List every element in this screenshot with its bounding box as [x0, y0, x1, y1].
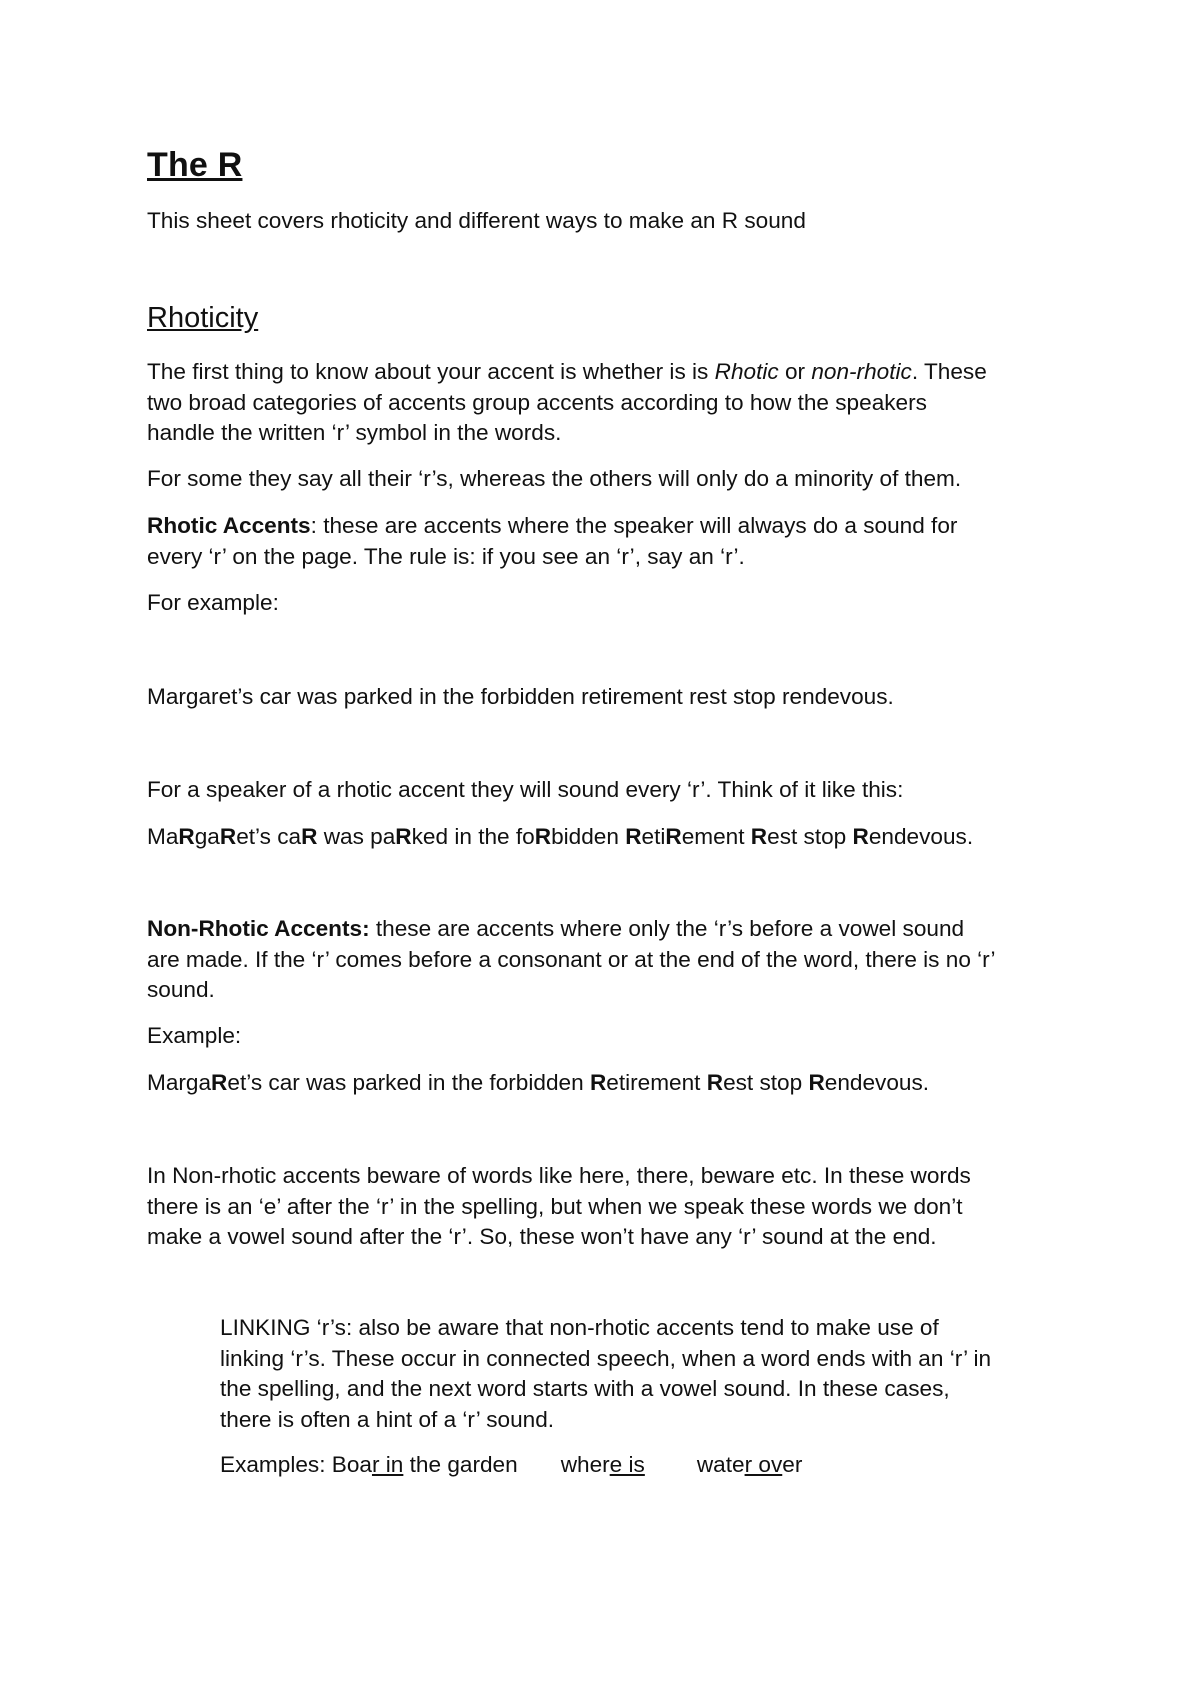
text-run: etirement: [606, 1070, 707, 1095]
text-run: est stop: [767, 824, 853, 849]
bold-r: R: [211, 1070, 228, 1095]
text-run: was pa: [317, 824, 396, 849]
text-run: In Non-rhotic accents beware of words like here, there, beware etc. In these words: [147, 1163, 971, 1188]
text-run: : these are accents where the speaker will always do a sound for: [310, 513, 958, 538]
bold-r: R: [301, 824, 318, 849]
example-water-over: [697, 1450, 803, 1481]
rhotic-marked-sentence: [147, 822, 1077, 853]
text-run: wher: [560, 1452, 610, 1477]
example-sentence: Margaret’s car was parked in the forbidden retirement rest stop rendevous.: [147, 684, 894, 709]
emphasis-non-rhotic: non-rhotic: [811, 359, 912, 384]
rhotic-explanation: For a speaker of a rhotic accent they will sound every ‘r’. Think of it like this:: [147, 777, 904, 802]
bold-r: R: [808, 1070, 825, 1095]
paragraph-non-rhotic-accents: [147, 914, 1077, 1006]
paragraph-beware: [147, 1161, 1077, 1253]
text-run: ked in the fo: [411, 824, 535, 849]
underlined-link: r ov: [744, 1452, 783, 1477]
text-run: Marga: [147, 1070, 212, 1095]
bold-r: R: [706, 1070, 724, 1095]
text-run: et’s ca: [236, 824, 302, 849]
label-rhotic-accents: Rhotic Accents: [147, 513, 311, 538]
paragraph-rhotic-accents: [147, 511, 1077, 572]
bold-r: R: [534, 824, 552, 849]
examples-label: Examples:: [220, 1452, 332, 1477]
text-run: eti: [641, 824, 666, 849]
text-run: there is often a hint of a ‘r’ sound.: [220, 1406, 555, 1432]
text-run: bidden: [551, 824, 626, 849]
text-run: LINKING ‘r’s: also be aware that non-rhotic accents tend to make use of: [220, 1315, 939, 1340]
underlined-link: r in: [371, 1452, 404, 1477]
text-run: the garden: [403, 1452, 518, 1477]
section-title-rhoticity: Rhoticity: [147, 302, 259, 334]
bold-r: R: [750, 824, 768, 849]
intro-text: This sheet covers rhoticity and different ways to make an R sound: [147, 208, 806, 233]
text-run: Boa: [331, 1452, 372, 1477]
emphasis-rhotic: Rhotic: [714, 359, 779, 384]
document-title: The R: [147, 146, 243, 184]
linking-examples: [220, 1450, 1080, 1481]
text-run: endevous.: [824, 1070, 930, 1095]
text-run: endevous.: [868, 824, 974, 849]
bold-r: R: [665, 824, 682, 849]
text-run: two broad categories of accents group accents according to how the speakers: [147, 389, 927, 415]
text-run: . These: [911, 359, 987, 384]
bold-r: R: [625, 824, 642, 849]
example-boar-in: [332, 1450, 518, 1481]
text-run: ga: [194, 824, 220, 849]
text-run: est stop: [723, 1070, 809, 1095]
text-run: linking ‘r’s. These occur in connected speech, when a word ends with an ‘r’ in: [220, 1345, 992, 1371]
bold-r: R: [178, 824, 195, 849]
text-run: sound.: [147, 977, 215, 1002]
text-run: handle the written ‘r’ symbol in the words.: [147, 420, 562, 445]
text-run: are made. If the ‘r’ comes before a consonant or at the end of the word, there is no ‘r’: [147, 946, 996, 972]
paragraph-intro-rhoticity: [147, 357, 1077, 449]
paragraph-linking-r: [220, 1313, 1080, 1435]
for-example-label: For example:: [147, 590, 279, 615]
bold-r: R: [219, 824, 237, 849]
paragraph-minority: For some they say all their ‘r’s, whereas the others will only do a minority of them.: [147, 466, 962, 491]
text-run: wate: [696, 1452, 745, 1477]
text-run: er: [782, 1452, 803, 1477]
text-run: The first thing to know about your accent is whether is is: [147, 359, 715, 384]
non-rhotic-marked-sentence: [147, 1068, 1077, 1099]
example-where-is: [561, 1450, 645, 1481]
text-run: there is an ‘e’ after the ‘r’ in the spelling, but when we speak these words we don’t: [147, 1193, 963, 1219]
text-run: the spelling, and the next word starts with a vowel sound. In these cases,: [220, 1376, 950, 1401]
text-run: et’s car was parked in the forbidden: [227, 1070, 590, 1095]
label-non-rhotic-accents: Non-Rhotic Accents:: [147, 916, 370, 941]
text-run: ement: [681, 824, 751, 849]
text-run: or: [778, 359, 812, 384]
text-run: make a vowel sound after the ‘r’. So, these won’t have any ‘r’ sound at the end.: [147, 1224, 937, 1249]
example-label: Example:: [147, 1023, 242, 1048]
text-run: these are accents where only the ‘r’s before a vowel sound: [369, 916, 965, 941]
text-run: every ‘r’ on the page. The rule is: if you see an ‘r’, say an ‘r’.: [147, 543, 745, 569]
underlined-link: e is: [609, 1452, 645, 1477]
bold-r: R: [395, 824, 412, 849]
text-run: Ma: [147, 824, 179, 849]
bold-r: R: [589, 1070, 607, 1095]
bold-r: R: [852, 824, 869, 849]
